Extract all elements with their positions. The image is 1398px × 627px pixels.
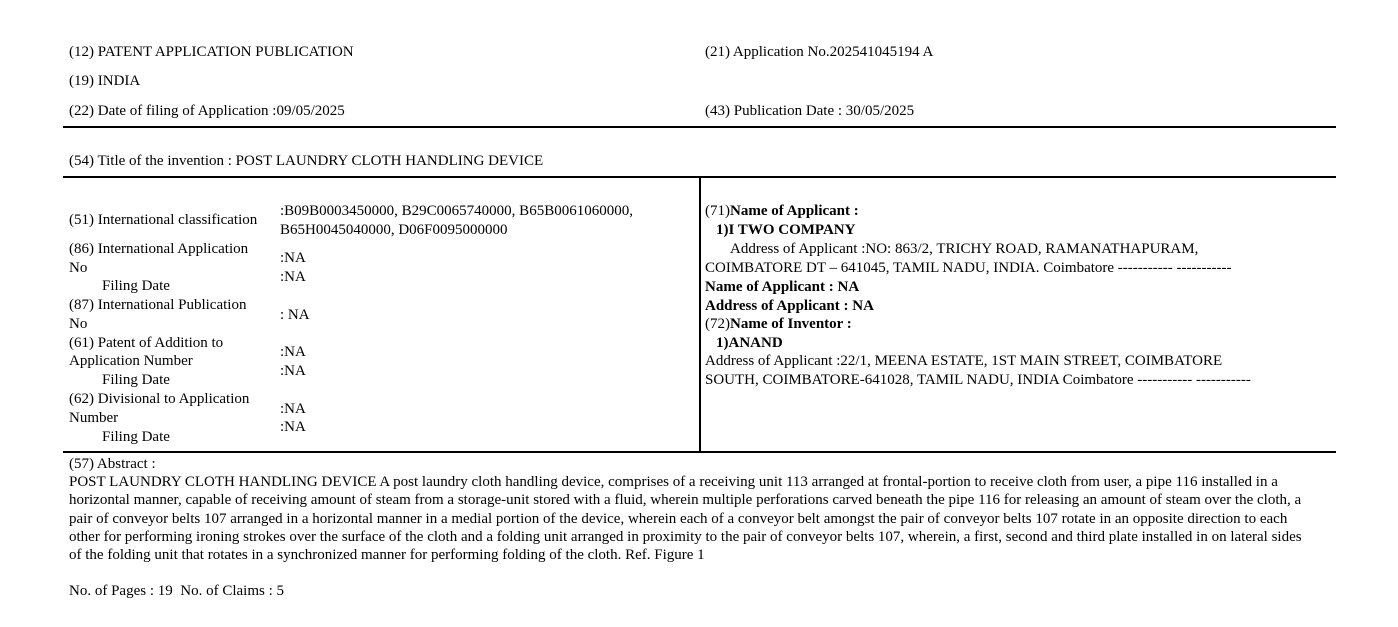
divisional-label: (62) Divisional to Application [69,391,250,407]
divisional-value: :NA [280,401,306,417]
filing-date-label: Filing Date [102,429,170,445]
abstract-heading: (57) Abstract : [69,456,156,472]
invention-title: (54) Title of the invention : POST LAUNDRY CLOTH HANDLING DEVICE [69,153,544,169]
intl-class-value-cont: B65H0045040000, D06F0095000000 [280,222,508,238]
filing-date: (22) Date of filing of Application :09/05/2025 [69,103,345,119]
filing-date-label: Filing Date [102,372,170,388]
application-number: (21) Application No.202541045194 A [705,44,934,60]
applicant-heading: Name of Applicant : [730,203,859,219]
inventor-heading-line [705,315,852,334]
applicant-address-na: Address of Applicant : NA [705,298,874,314]
intl-app-value: :NA [280,250,306,266]
country: (19) INDIA [69,73,141,89]
applicant-heading-line [705,202,859,221]
addition-label: (61) Patent of Addition to [69,335,224,351]
intl-pub-label: (87) International Publication [69,297,247,313]
details-rule [63,451,1336,453]
intl-class-label: (51) International classification [69,212,258,228]
inventor-heading: Name of Inventor : [730,316,852,332]
applicant-name: 1)I TWO COMPANY [716,222,856,238]
applicant-address-cont: COIMBATORE DT – 641045, TAMIL NADU, INDIA. Coimbatore ----------- ----------- [705,260,1232,276]
addition-label-cont: Application Number [69,353,193,369]
header-rule [63,126,1336,128]
applicant-address: Address of Applicant :NO: 863/2, TRICHY ROAD, RAMANATHAPURAM, [730,241,1199,257]
inventor-address: Address of Applicant :22/1, MEENA ESTATE, 1ST MAIN STREET, COIMBATORE [705,353,1223,369]
abstract-text: POST LAUNDRY CLOTH HANDLING DEVICE A post laundry cloth handling device, comprises of a receiving unit 113 arranged at frontal-portion to receive cloth from user, a pipe 116 installed in a horizontal manner, capable of receiving amount of steam from a storage-unit stored with a fluid, wherein multiple perforations carved beneath the pipe 116 for releasing an amount of steam over the cloth, a pair of conveyor belts 107 arranged in a horizontal manner in a medial portion of the device, wherein each of a conveyor belt amongst the pair of conveyor belts 107 rotate in an opposite direction to each other for performing ironing strokes over the surface of the cloth and a folding unit arranged in proximity to the pair of conveyor belts 107, wherein, a first, second and third plate installed in on lateral sides of the folding unit that rotates in a synchronized manner for performing folding of the cloth. Ref. Figure 1 [69,474,1302,564]
divisional-label-cont: Number [69,410,119,426]
publication-date: (43) Publication Date : 30/05/2025 [705,103,915,119]
filing-date-value: :NA [280,419,306,435]
intl-app-label: (86) International Application [69,241,249,257]
publication-type: (12) PATENT APPLICATION PUBLICATION [69,44,354,60]
intl-pub-value: : NA [280,307,310,323]
intl-app-label-cont: No [69,260,88,276]
filing-date-value: :NA [280,269,306,285]
inventor-name: 1)ANAND [716,335,783,351]
column-divider [699,177,701,452]
pages-claims: No. of Pages : 19 No. of Claims : 5 [69,583,284,599]
addition-value: :NA [280,344,306,360]
intl-class-value: :B09B0003450000, B29C0065740000, B65B0061060000, [280,203,633,219]
filing-date-label: Filing Date [102,278,170,294]
intl-pub-label-cont: No [69,316,88,332]
applicant-name-na: Name of Applicant : NA [705,279,860,295]
inventor-address-cont: SOUTH, COIMBATORE-641028, TAMIL NADU, INDIA Coimbatore ----------- ----------- [705,372,1251,388]
applicant-prefix: (71) [705,203,730,219]
inventor-prefix: (72) [705,316,730,332]
filing-date-value: :NA [280,363,306,379]
abstract-section [69,455,1314,564]
